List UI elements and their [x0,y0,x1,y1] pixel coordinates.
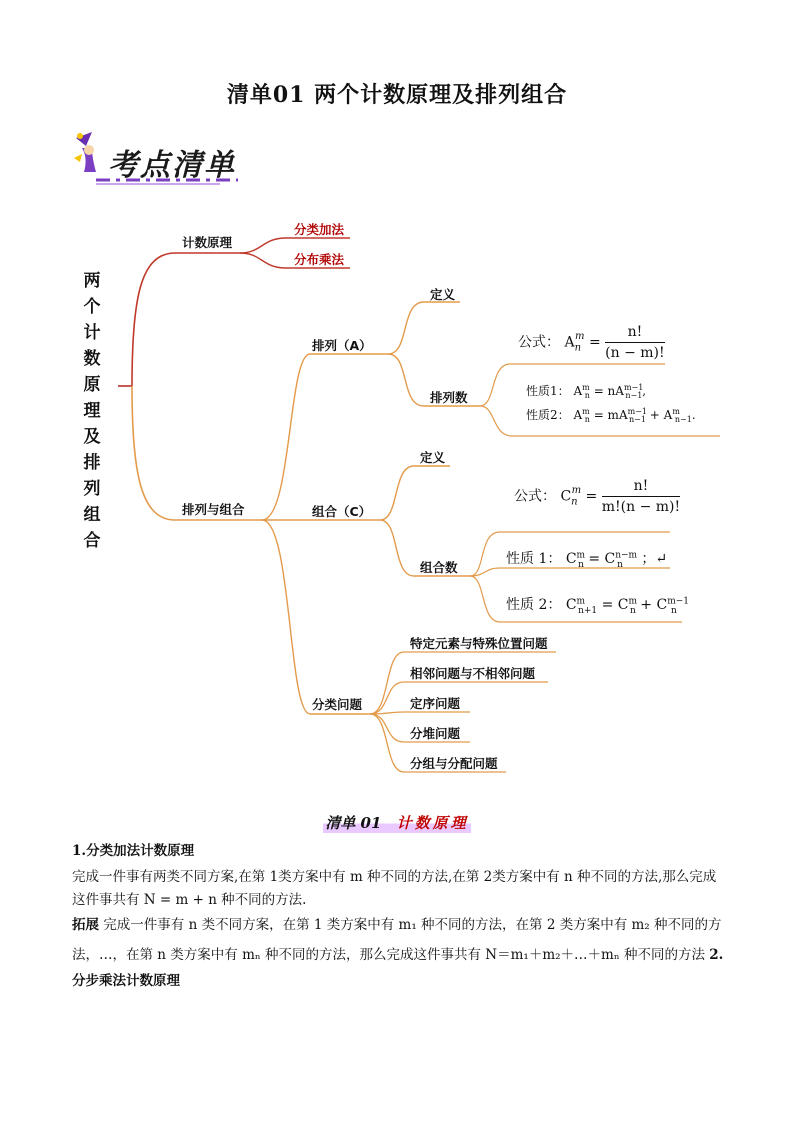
comb-formula-fraction [602,478,680,515]
node-perm-num: 排列数 [430,390,468,405]
perm-prop2-tail: + A [645,408,673,422]
body-paragraph-1-line-2: 这件事共有 N = m + n 种不同的方法. [72,892,307,908]
perm-formula-lhs: A [564,334,575,351]
perm-prop2: 性质2： $A^m_n = mA^{m-1}_{n-1} + A^m_{n-1}$. [526,407,696,425]
comb-prop2-plus: + C [635,597,668,613]
body-extension-text-1: 完成一件事有 n 类不同方案，在第 1 类方案中有 m₁ 种不同的方法，在第 2 类方案中有 m₂ 种不同的方 [99,917,722,933]
body-extension-text-2: 法，…，在第 n 类方案中有 mₙ 种不同的方法，那么完成这件事共有 N＝m₁＋m₂＋…＋mₙ 种不同的方法 [72,947,710,963]
body-extension-next-number: 2. [709,947,724,963]
comb-prop1-rhs: = C [583,551,616,567]
node-comb-num: 组合数 [420,560,458,575]
banner-text: 考点清单 [108,148,236,183]
node-cls-item: 定序问题 [410,696,461,711]
comb-formula-lhs: C [560,488,572,505]
node-cls-item: 分堆问题 [410,726,461,741]
perm-prop2-rhs: = mA [589,408,628,422]
section-heading-right: 计数原理 [396,814,469,832]
section-heading [0,812,794,833]
comb-prop2: 性质 2： $C^m_{n+1} = C^m_n + C^{m-1}_n$ [506,596,689,616]
mindmap-root-label: 两个计数原理及排列组合 [83,271,101,551]
body-heading-2: 分步乘法计数原理 [72,973,180,989]
perm-prop2-dot: . [691,408,696,422]
body-paragraph-1-line-1: 完成一件事有两类不同方案,在第 1类方案中有 m 种不同的方法,在第 2类方案中有 n 种不同的方法,那么完成 [72,869,717,885]
section-heading-box [323,812,470,833]
node-cls-item: 相邻问题与不相邻问题 [410,666,536,681]
comb-prop1-formula: C [565,551,577,567]
body-extension-label: 拓展 [72,917,99,933]
node-counting: 计数原理 [182,235,233,250]
node-cls-item: 分组与分配问题 [410,756,498,771]
body-extension-line-1 [72,914,732,937]
comb-formula-den: m!(n − m)! [601,499,681,515]
node-comb-def: 定义 [420,450,446,465]
perm-formula: 公式： $A_n^m$ = $\frac{n!}{(n - m)!}$ [518,324,665,361]
perm-formula-fraction [605,324,664,361]
comb-prop1: 性质 1： $C^m_n = C^{n-m}_n$ ；↵ [506,550,668,570]
node-counting-add: 分类加法 [294,222,345,237]
comb-prop2-label: 性质 2： [506,597,562,613]
node-cls: 分类问题 [312,697,363,712]
section-heading-left: 清单 01 [325,814,382,832]
comb-formula-prefix: 公式： [514,488,556,505]
body-heading-1: 1.分类加法计数原理 [72,843,195,859]
perm-formula-den: (n − m)! [605,345,665,361]
node-comb: 组合（C） [312,504,372,519]
page-title: 清单01 两个计数原理及排列组合 [226,82,568,108]
node-cls-item: 特定元素与特殊位置问题 [410,636,548,651]
perm-formula-prefix: 公式： [518,334,560,351]
comb-prop1-tail: ；↵ [641,551,668,567]
comb-prop2-formula: C [565,597,577,613]
perm-formula-num: n! [605,324,664,343]
node-pc: 排列与组合 [182,502,245,517]
mindmap-root [78,268,106,554]
perm-prop2-label: 性质2： A [526,408,583,422]
body-extension-line-2 [72,944,732,967]
node-perm: 排列（A） [312,338,372,353]
perm-prop1-label: 性质1： A [526,384,583,398]
comb-prop1-label: 性质 1： [506,551,562,567]
node-counting-mul: 分布乘法 [294,252,345,267]
comb-prop2-rhs: = C [597,597,629,613]
perm-prop1-rhs: = nA [589,384,624,398]
perm-prop1: 性质1： $A^m_n = nA^{m-1}_{n-1}$, [526,383,647,401]
node-perm-def: 定义 [430,287,456,302]
comb-formula-num: n! [602,478,680,497]
comb-formula: 公式： $C_n^m$ = $\frac{n!}{m!(n - m)!}$ [514,478,681,515]
